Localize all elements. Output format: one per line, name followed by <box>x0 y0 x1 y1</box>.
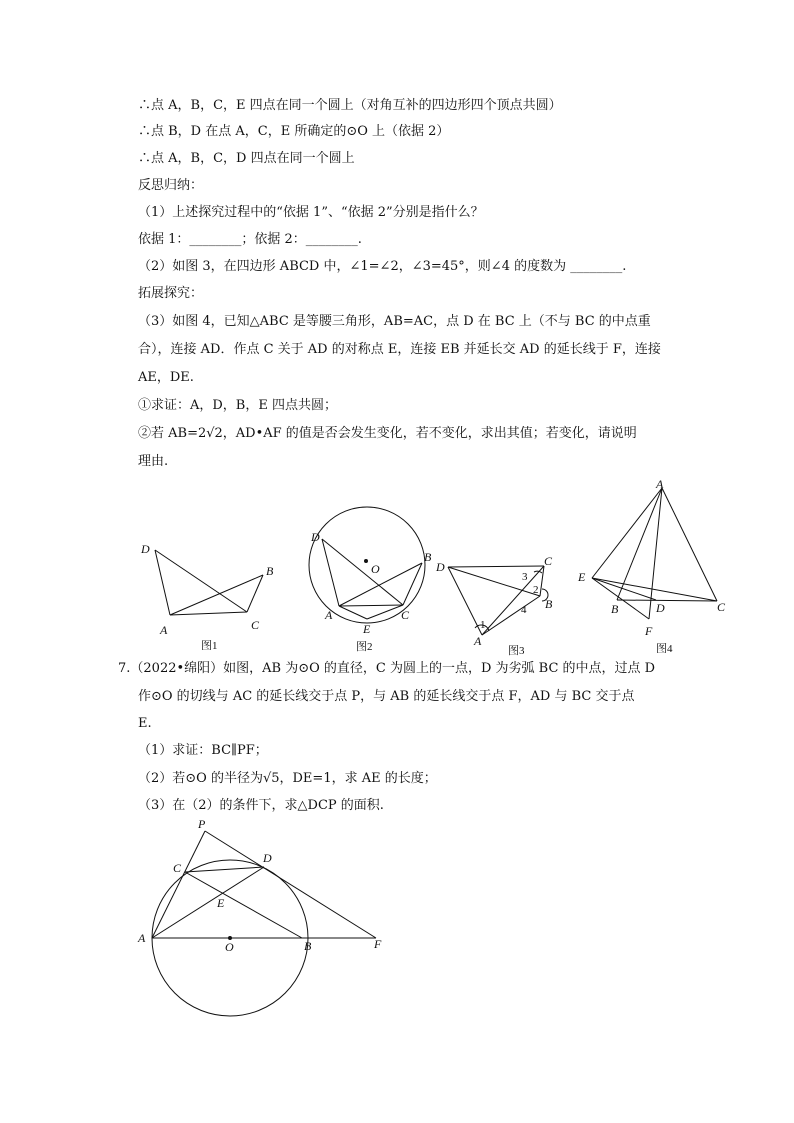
fig2-label-e: E <box>363 622 371 636</box>
figure-4 <box>572 478 732 653</box>
question-3-line-2: 合），连接 AD．作点 C 关于 AD 的对称点 E，连接 EB 并延长交 AD 的延长线于 F，连接 <box>138 342 661 357</box>
fig3-label-b: B <box>545 597 553 611</box>
fig2-label-c: C <box>401 608 410 622</box>
fig3-label-d: D <box>436 560 445 574</box>
fig1-label-c: C <box>251 618 260 632</box>
fig4-label-b: B <box>611 602 619 616</box>
question-3-part-1: ①求证：A，D，B，E 四点共圆； <box>138 398 337 413</box>
fig4-caption: 图4 <box>656 643 673 653</box>
fig4-label-f: F <box>645 624 653 638</box>
question-2: （2）如图 3，在四边形 ABCD 中，∠1=∠2，∠3=45°，则∠4 的度数为 ________. <box>138 259 627 274</box>
question-1-blanks: 依据 1：________；依据 2：________. <box>138 232 362 247</box>
fig4-label-c: C <box>717 600 726 614</box>
fig2-label-a: A <box>325 608 333 622</box>
fig3-caption: 图3 <box>508 645 525 657</box>
problem-7-part-3: （3）在（2）的条件下，求△DCP 的面积. <box>138 798 384 813</box>
text-line-2: ∴点 B，D 在点 A，C，E 所确定的⊙O 上（依据 2） <box>138 124 450 139</box>
fig3-angle-3: 3 <box>522 571 528 583</box>
problem-7-line-2: 作⊙O 的切线与 AC 的延长线交于点 P，与 AB 的延长线交于点 F，AD 与 BC 交于点 <box>138 689 635 704</box>
fig7-label-c: C <box>173 861 182 875</box>
fig3-angle-1: 1 <box>480 619 486 631</box>
text-line-3: ∴点 A，B，C，D 四点在同一个圆上 <box>138 151 355 166</box>
fig7-label-p: P <box>198 818 206 831</box>
figure-problem-7 <box>133 818 393 1018</box>
fig7-label-b: B <box>304 939 312 953</box>
problem-7-line-3: E. <box>138 716 152 731</box>
question-1: （1）上述探究过程中的“依据 1”、“依据 2”分别是指什么？ <box>138 205 484 220</box>
fig2-label-d: D <box>311 530 320 544</box>
fig1-caption: 图1 <box>201 640 218 650</box>
fig3-label-c: C <box>544 554 553 568</box>
fig4-label-a: A <box>656 478 664 491</box>
fig2-label-o: O <box>371 562 380 576</box>
fig3-angle-2: 2 <box>533 584 539 596</box>
fig2-center-dot <box>364 559 368 563</box>
fig7-label-d: D <box>263 851 272 865</box>
section-heading-extension: 拓展探究： <box>138 286 204 301</box>
fig1-label-b: B <box>266 564 274 578</box>
fig1-label-a: A <box>160 623 168 637</box>
fig2-caption: 图2 <box>356 641 373 653</box>
problem-7-part-2: （2）若⊙O 的半径为√5，DE=1，求 AE 的长度； <box>138 771 437 786</box>
question-3-line-1: （3）如图 4，已知△ABC 是等腰三角形，AB=AC，点 D 在 BC 上（不与 BC 的中点重 <box>138 314 651 329</box>
problem-7-line-1: 7.（2022•绵阳）如图，AB 为⊙O 的直径，C 为圆上的一点，D 为劣弧 BC 的中点，过点 D <box>118 661 656 676</box>
fig7-label-f: F <box>374 937 382 951</box>
fig4-label-d: D <box>656 601 665 615</box>
fig7-label-e: E <box>217 896 225 910</box>
fig3-angle-4: 4 <box>521 604 527 616</box>
fig2-label-b: B <box>424 550 432 564</box>
section-heading-reflection: 反思归纳： <box>138 178 204 193</box>
problem-7-part-1: （1）求证：BC∥PF； <box>138 743 268 758</box>
fig1-label-d: D <box>141 542 150 556</box>
fig3-label-a: A <box>474 634 482 648</box>
question-3-line-3: AE，DE. <box>138 370 194 385</box>
text-line-1: ∴点 A，B，C，E 四点在同一个圆上（对角互补的四边形四个顶点共圆） <box>138 98 562 113</box>
fig7-label-o: O <box>225 940 234 954</box>
question-3-part-2: ②若 AB=2√2，AD•AF 的值是否会发生变化，若不变化，求出其值；若变化，请说明 <box>138 426 637 441</box>
fig7-label-a: A <box>138 931 146 945</box>
figure-1 <box>135 535 275 650</box>
figure-3 <box>430 553 565 658</box>
figure-2 <box>305 503 440 653</box>
question-3-part-2-cont: 理由. <box>138 454 169 469</box>
fig4-label-e: E <box>578 570 586 584</box>
